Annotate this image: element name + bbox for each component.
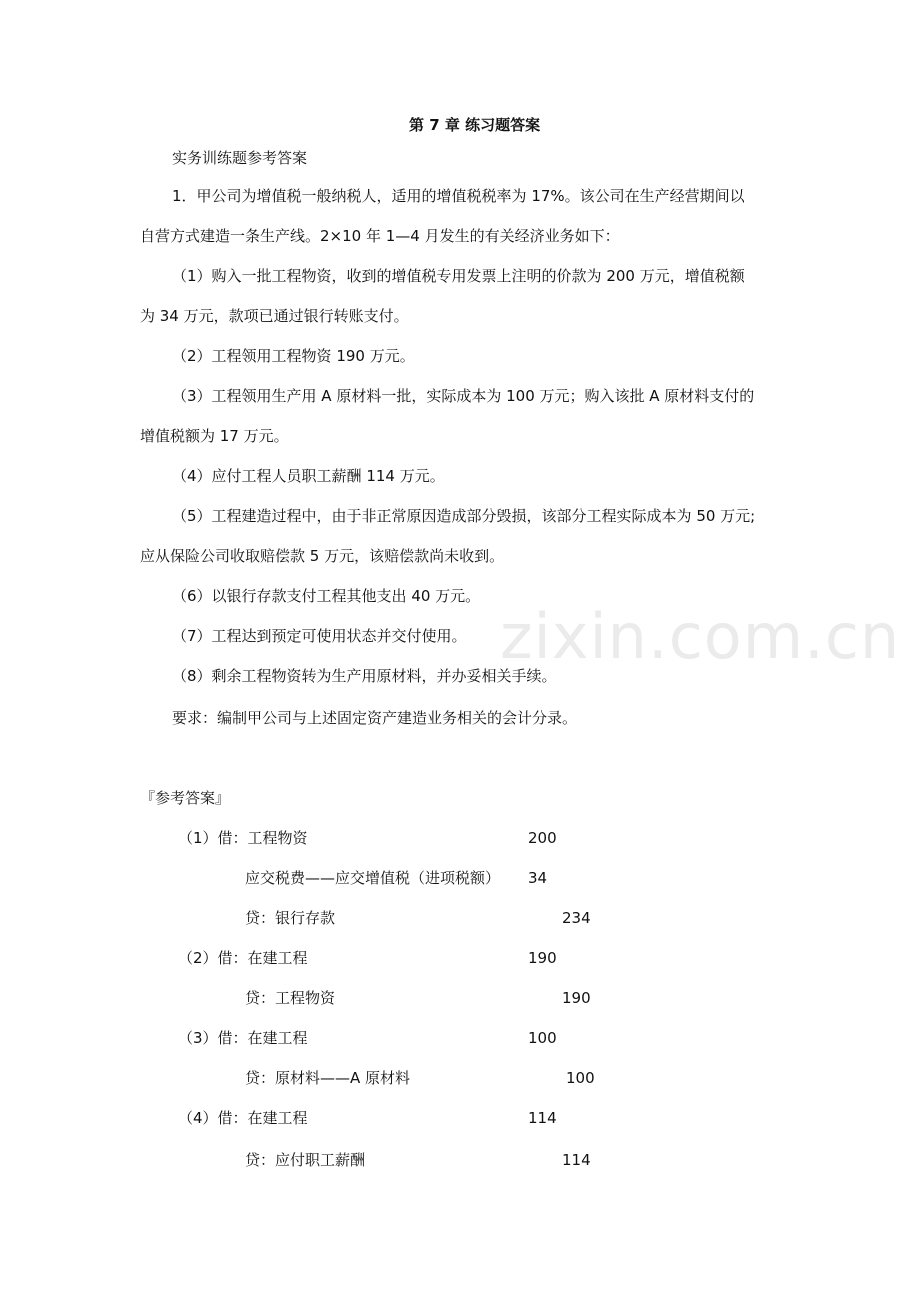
question-item-1-line-2: 为 34 万元，款项已通过银行转账支付。 xyxy=(140,307,409,325)
question-item-5-line-2: 应从保险公司收取赔偿款 5 万元，该赔偿款尚未收到。 xyxy=(140,547,505,565)
question-item-2: （2）工程领用工程物资 190 万元。 xyxy=(172,347,415,365)
question-item-3-line-2: 增值税额为 17 万元。 xyxy=(140,427,289,445)
entry-4-credit-amount: 114 xyxy=(562,1151,591,1169)
question-item-3-line-1: （3）工程领用生产用 A 原材料一批，实际成本为 100 万元；购入该批 A 原材料支付的 xyxy=(172,387,755,405)
question-item-7: （7）工程达到预定可使用状态并交付使用。 xyxy=(172,627,467,645)
entry-3-credit-amount: 100 xyxy=(566,1069,595,1087)
question-intro-line-1: 1．甲公司为增值税一般纳税人，适用的增值税税率为 17%。该公司在生产经营期间以 xyxy=(172,187,745,205)
entry-1-credit-label: 贷：银行存款 xyxy=(245,909,336,927)
entry-4-debit-amount: 114 xyxy=(528,1109,557,1127)
entry-1-debit-amount-2: 34 xyxy=(528,869,548,887)
question-item-6: （6）以银行存款支付工程其他支出 40 万元。 xyxy=(172,587,481,605)
requirement-text: 要求：编制甲公司与上述固定资产建造业务相关的会计分录。 xyxy=(172,709,578,727)
watermark-text: zixin.com.cn xyxy=(500,600,901,673)
entry-1-credit-amount: 234 xyxy=(562,909,591,927)
question-item-8: （8）剩余工程物资转为生产用原材料，并办妥相关手续。 xyxy=(172,667,557,685)
entry-3-credit-label: 贷：原材料——A 原材料 xyxy=(245,1069,411,1087)
section-heading: 实务训练题参考答案 xyxy=(172,149,308,167)
question-item-5-line-1: （5）工程建造过程中，由于非正常原因造成部分毁损，该部分工程实际成本为 50 万元; xyxy=(172,507,756,525)
entry-2-credit-amount: 190 xyxy=(562,989,591,1007)
question-intro-line-2: 自营方式建造一条生产线。2×10 年 1—4 月发生的有关经济业务如下： xyxy=(140,227,620,245)
entry-4-credit-label: 贷：应付职工薪酬 xyxy=(245,1151,366,1169)
entry-3-debit-amount: 100 xyxy=(528,1029,557,1047)
question-item-1-line-1: （1）购入一批工程物资，收到的增值税专用发票上注明的价款为 200 万元，增值税额 xyxy=(172,267,745,285)
entry-2-debit-label: （2）借：在建工程 xyxy=(178,949,308,967)
entry-2-debit-amount: 190 xyxy=(528,949,557,967)
question-item-4: （4）应付工程人员职工薪酬 114 万元。 xyxy=(172,467,445,485)
entry-1-debit-label-2: 应交税费——应交增值税（进项税额） xyxy=(245,869,501,887)
entry-1-debit-amount: 200 xyxy=(528,829,557,847)
entry-4-debit-label: （4）借：在建工程 xyxy=(178,1109,308,1127)
entry-3-debit-label: （3）借：在建工程 xyxy=(178,1029,308,1047)
entry-1-debit-label: （1）借：工程物资 xyxy=(178,829,308,847)
entry-2-credit-label: 贷：工程物资 xyxy=(245,989,336,1007)
page-title: 第 7 章 练习题答案 xyxy=(409,116,541,134)
answer-heading: 『参考答案』 xyxy=(140,789,231,807)
